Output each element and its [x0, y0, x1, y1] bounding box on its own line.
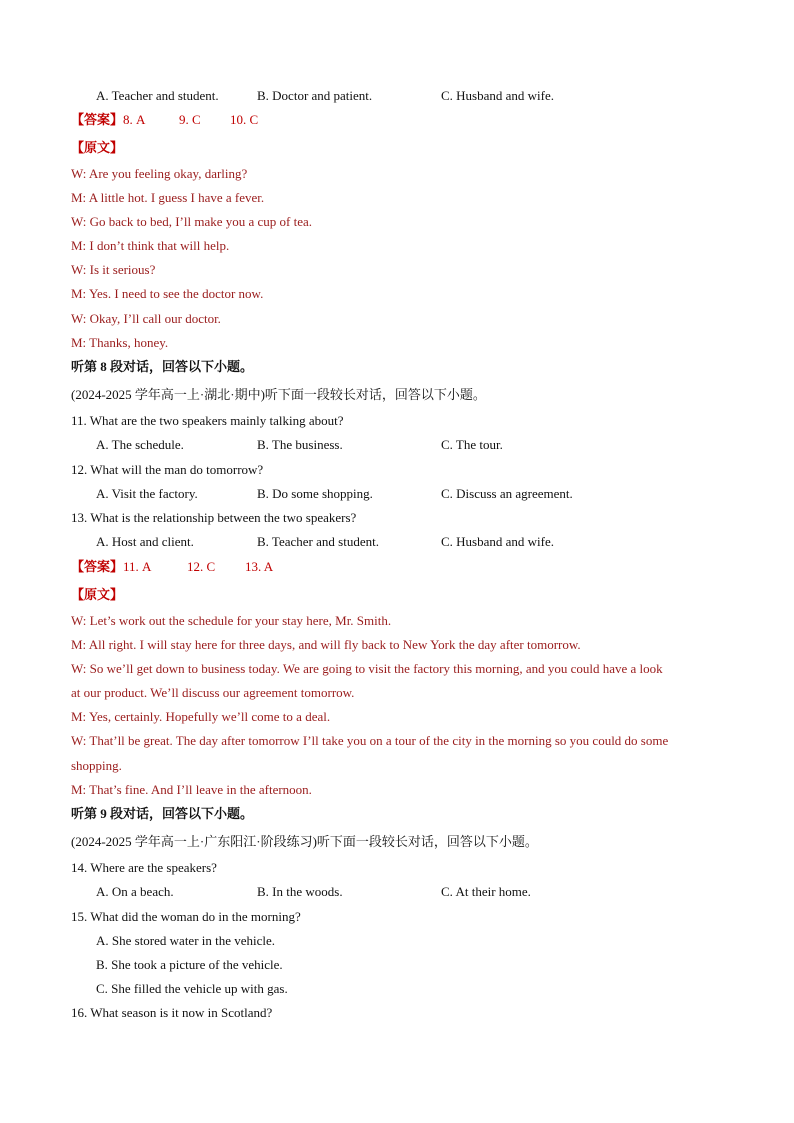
- option-c: C. Husband and wife.: [441, 534, 555, 549]
- transcript-label: 【原文】: [71, 587, 124, 602]
- option-b: B. In the woods.: [257, 884, 343, 899]
- option-a: A. Visit the factory.: [96, 486, 198, 501]
- option-c: C. She filled the vehicle up with gas.: [96, 981, 288, 996]
- option-b: B. Teacher and student.: [257, 534, 379, 549]
- transcript-line: W: That’ll be great. The day after tomorrow I’ll take you on a tour of the city in the morning so you could do some: [71, 733, 669, 748]
- answer-value: 12. C: [187, 559, 216, 574]
- option-b: B. The business.: [257, 437, 343, 452]
- transcript-line: W: Okay, I’ll call our doctor.: [71, 311, 221, 326]
- transcript-line: M: Yes, certainly. Hopefully we’ll come to a deal.: [71, 709, 331, 724]
- question: 13. What is the relationship between the two speakers?: [71, 510, 357, 525]
- transcript-line: shopping.: [71, 758, 122, 773]
- answer-line: [71, 559, 274, 575]
- option-c: C. The tour.: [441, 437, 503, 452]
- source-line: (2024-2025 学年高一上·广东阳江·阶段练习)听下面一段较长对话，回答以下小题。: [71, 834, 538, 849]
- question: 16. What season is it now in Scotland?: [71, 1005, 273, 1020]
- transcript-line: M: Thanks, honey.: [71, 335, 169, 350]
- answer-label: 【答案】: [71, 559, 124, 574]
- question: 14. Where are the speakers?: [71, 860, 217, 875]
- option-c: C. At their home.: [441, 884, 531, 899]
- transcript-label: 【原文】: [71, 140, 124, 155]
- answer-value: 8. A: [123, 112, 146, 127]
- answer-value: 10. C: [230, 112, 259, 127]
- option-a: A. The schedule.: [96, 437, 184, 452]
- transcript-line: M: Yes. I need to see the doctor now.: [71, 286, 264, 301]
- option-a: A. On a beach.: [96, 884, 174, 899]
- option-a: A. Host and client.: [96, 534, 194, 549]
- option-b: B. Do some shopping.: [257, 486, 373, 501]
- answer-value: 11. A: [123, 559, 152, 574]
- section-heading: 听第 9 段对话，回答以下小题。: [71, 806, 254, 821]
- transcript-line: W: Is it serious?: [71, 262, 156, 277]
- transcript-line: M: All right. I will stay here for three days, and will fly back to New York the day after tomorrow.: [71, 637, 581, 652]
- section-heading: 听第 8 段对话，回答以下小题。: [71, 359, 254, 374]
- option-c: C. Discuss an agreement.: [441, 486, 573, 501]
- question: 11. What are the two speakers mainly talking about?: [71, 413, 344, 428]
- option-b: B. Doctor and patient.: [257, 88, 373, 103]
- transcript-line: M: That’s fine. And I’ll leave in the afternoon.: [71, 782, 312, 797]
- transcript-line: M: I don’t think that will help.: [71, 238, 230, 253]
- option-c: C. Husband and wife.: [441, 88, 555, 103]
- answer-label: 【答案】: [71, 112, 124, 127]
- source-line: (2024-2025 学年高一上·湖北·期中)听下面一段较长对话，回答以下小题。: [71, 387, 486, 402]
- transcript-line: W: Are you feeling okay, darling?: [71, 166, 248, 181]
- option-b: B. She took a picture of the vehicle.: [96, 957, 283, 972]
- transcript-line: W: Go back to bed, I’ll make you a cup of tea.: [71, 214, 313, 229]
- answer-value: 9. C: [179, 112, 201, 127]
- option-a: A. She stored water in the vehicle.: [96, 933, 276, 948]
- transcript-line: at our product. We’ll discuss our agreement tomorrow.: [71, 685, 355, 700]
- answer-line: [71, 112, 259, 128]
- answer-value: 13. A: [245, 559, 274, 574]
- transcript-line: W: So we’ll get down to business today. We are going to visit the factory this morning, and you could have a look: [71, 661, 663, 676]
- question: 15. What did the woman do in the morning?: [71, 909, 301, 924]
- option-a: A. Teacher and student.: [96, 88, 219, 103]
- question: 12. What will the man do tomorrow?: [71, 462, 264, 477]
- transcript-line: W: Let’s work out the schedule for your stay here, Mr. Smith.: [71, 613, 392, 628]
- transcript-line: M: A little hot. I guess I have a fever.: [71, 190, 265, 205]
